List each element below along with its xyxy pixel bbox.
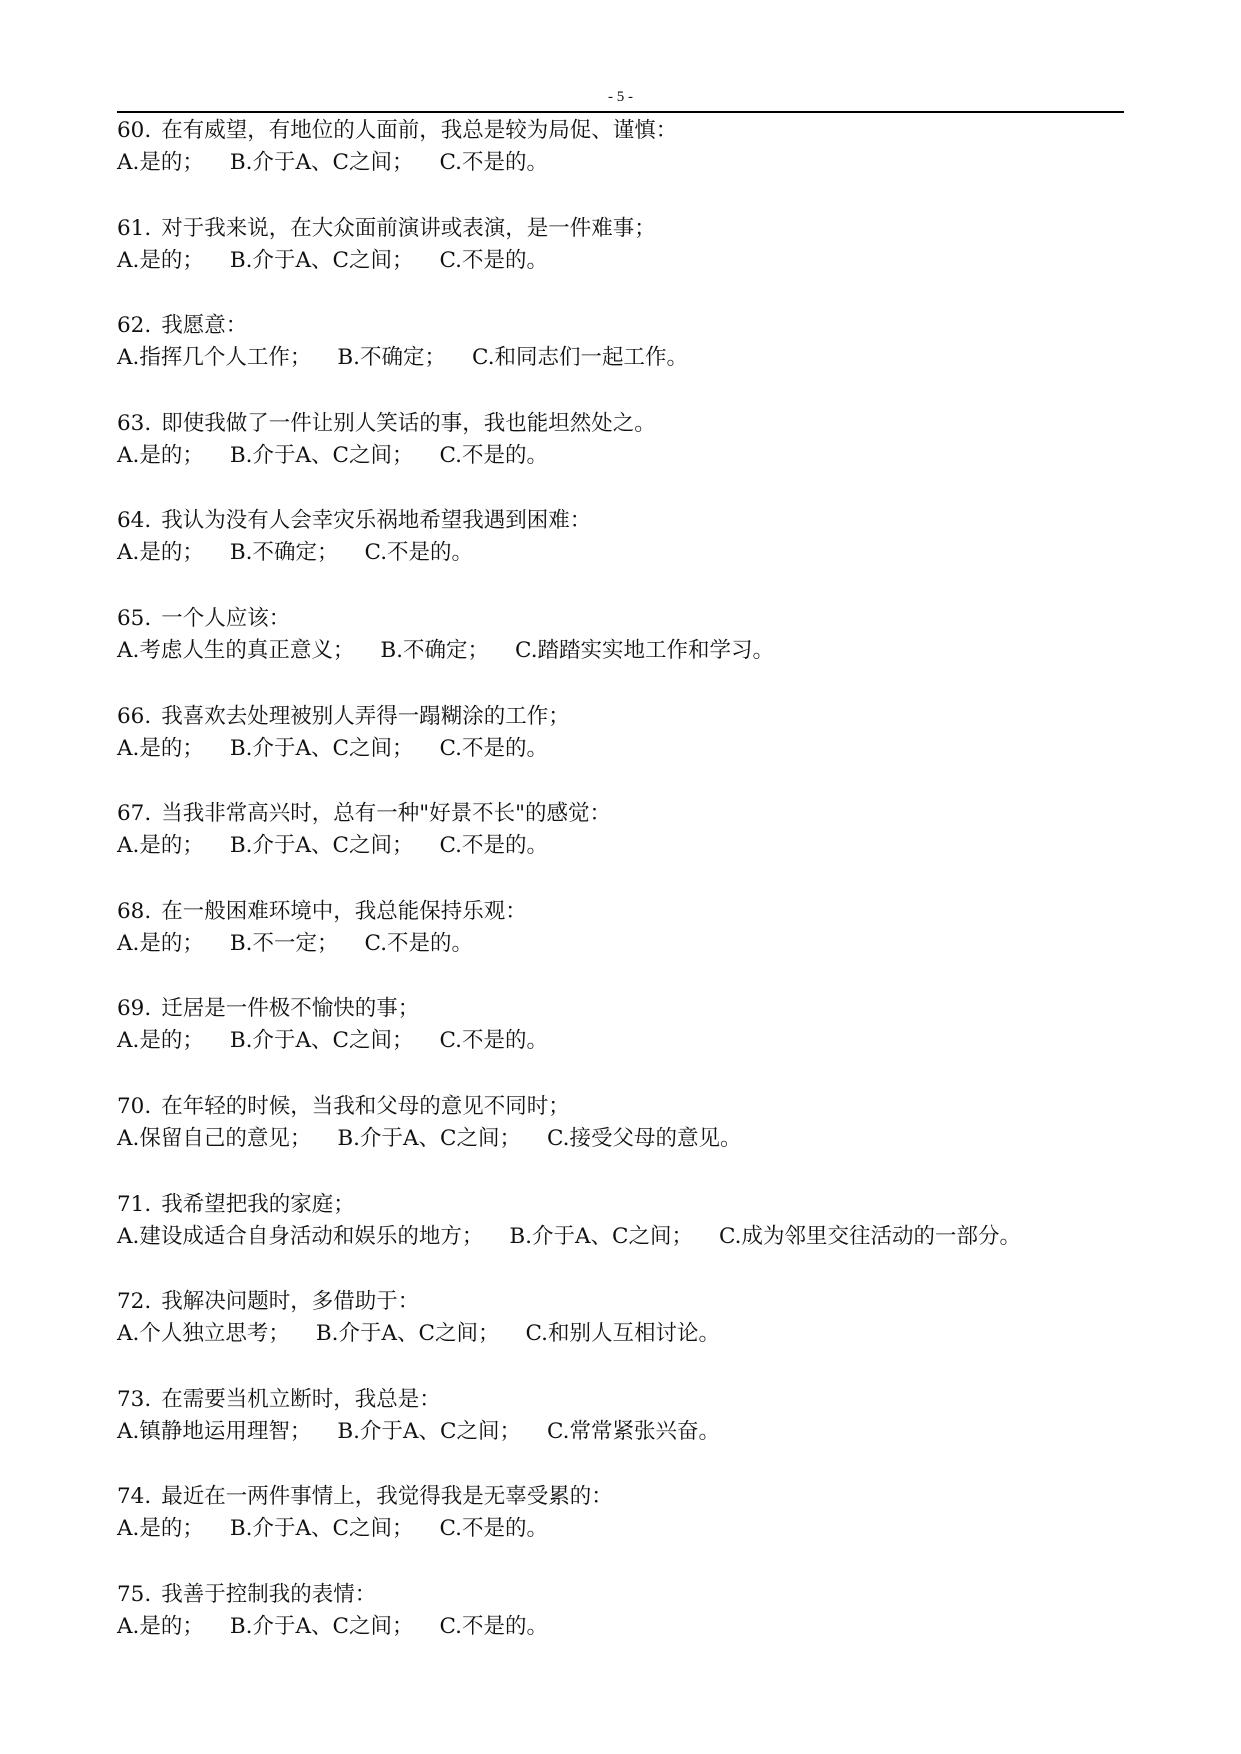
question-line bbox=[117, 603, 1137, 635]
question-number: 68. bbox=[117, 898, 152, 924]
answer-option: A.是的； bbox=[117, 735, 204, 761]
question-text: 一个人应该： bbox=[161, 605, 291, 631]
question-line bbox=[117, 1579, 1137, 1611]
answer-option: B.不确定； bbox=[380, 637, 490, 663]
answer-option: A.是的； bbox=[117, 1516, 204, 1542]
question-text: 我解决问题时，多借助于： bbox=[161, 1289, 420, 1315]
answer-option: C.踏踏实实地工作和学习。 bbox=[515, 637, 775, 663]
question-number: 65. bbox=[117, 605, 152, 631]
answer-option: B.不确定； bbox=[229, 540, 339, 566]
question-text: 我认为没有人会幸灾乐祸地希望我遇到困难： bbox=[161, 508, 592, 534]
page-number: - 5 - bbox=[608, 89, 633, 105]
answer-option: C.和同志们一起工作。 bbox=[472, 345, 689, 371]
answer-option: B.介于A、C之间； bbox=[229, 735, 414, 761]
answer-options bbox=[117, 1416, 1137, 1448]
answer-option: A.指挥几个人工作； bbox=[117, 345, 312, 371]
question-item bbox=[117, 1286, 1137, 1384]
question-text: 在年轻的时候，当我和父母的意见不同时； bbox=[161, 1093, 570, 1119]
question-text: 迁居是一件极不愉快的事； bbox=[161, 996, 420, 1022]
answer-option: C.不是的。 bbox=[439, 735, 549, 761]
answer-option: B.介于A、C之间； bbox=[229, 1028, 414, 1054]
question-item bbox=[117, 505, 1137, 603]
question-number: 63. bbox=[117, 410, 152, 436]
answer-options bbox=[117, 1123, 1137, 1155]
question-text: 在一般困难环境中，我总能保持乐观： bbox=[161, 898, 527, 924]
answer-option: A.是的； bbox=[117, 150, 204, 175]
answer-option: B.介于A、C之间； bbox=[337, 1418, 521, 1444]
question-line bbox=[117, 1189, 1137, 1221]
answer-options bbox=[117, 1513, 1137, 1545]
question-number: 61. bbox=[117, 215, 152, 241]
question-number: 66. bbox=[117, 703, 152, 729]
question-number: 72. bbox=[117, 1289, 152, 1315]
question-text: 我希望把我的家庭； bbox=[161, 1191, 355, 1217]
answer-option: B.不确定； bbox=[337, 345, 447, 371]
answer-options bbox=[117, 635, 1137, 667]
answer-option: C.不是的。 bbox=[364, 540, 474, 566]
answer-option: A.保留自己的意见； bbox=[117, 1125, 312, 1151]
question-item bbox=[117, 310, 1137, 408]
question-text: 最近在一两件事情上，我觉得我是无辜受累的： bbox=[161, 1484, 613, 1510]
answer-option: C.接受父母的意见。 bbox=[547, 1125, 742, 1151]
header-rule bbox=[117, 111, 1124, 113]
answer-option: B.介于A、C之间； bbox=[509, 1223, 693, 1249]
question-text: 在有威望，有地位的人面前，我总是较为局促、谨慎： bbox=[161, 118, 678, 143]
question-line bbox=[117, 115, 1137, 147]
question-text: 我喜欢去处理被别人弄得一蹋糊涂的工作； bbox=[161, 703, 570, 729]
answer-options bbox=[117, 147, 1137, 179]
question-number: 67. bbox=[117, 801, 152, 827]
question-line bbox=[117, 798, 1137, 830]
question-list bbox=[117, 115, 1137, 1677]
question-line bbox=[117, 896, 1137, 928]
answer-options bbox=[117, 830, 1137, 862]
answer-options bbox=[117, 245, 1137, 277]
answer-option: C.不是的。 bbox=[439, 247, 549, 273]
question-item bbox=[117, 1091, 1137, 1189]
answer-option: C.常常紧张兴奋。 bbox=[547, 1418, 721, 1444]
answer-options bbox=[117, 537, 1137, 569]
question-item bbox=[117, 896, 1137, 994]
answer-options bbox=[117, 1318, 1137, 1350]
question-line bbox=[117, 993, 1137, 1025]
question-item bbox=[117, 993, 1137, 1091]
answer-option: B.介于A、C之间； bbox=[229, 442, 414, 468]
answer-option: B.介于A、C之间； bbox=[229, 150, 414, 175]
question-line bbox=[117, 1481, 1137, 1513]
question-text: 在需要当机立断时，我总是： bbox=[161, 1386, 441, 1412]
answer-option: A.是的； bbox=[117, 930, 204, 956]
question-number: 70. bbox=[117, 1093, 152, 1119]
answer-option: C.不是的。 bbox=[439, 833, 549, 859]
question-item bbox=[117, 1481, 1137, 1579]
answer-option: C.和别人互相讨论。 bbox=[525, 1321, 721, 1347]
question-line bbox=[117, 701, 1137, 733]
question-item bbox=[117, 1579, 1137, 1677]
question-number: 62. bbox=[117, 313, 152, 339]
question-line bbox=[117, 1384, 1137, 1416]
answer-option: B.介于A、C之间； bbox=[229, 833, 414, 859]
question-line bbox=[117, 408, 1137, 440]
question-item bbox=[117, 1384, 1137, 1482]
question-text: 我善于控制我的表情： bbox=[161, 1581, 377, 1607]
answer-option: A.考虑人生的真正意义； bbox=[117, 637, 355, 663]
question-text: 我愿意： bbox=[161, 313, 248, 339]
answer-option: C.成为邻里交往活动的一部分。 bbox=[719, 1223, 1022, 1249]
answer-options bbox=[117, 342, 1137, 374]
answer-option: A.是的； bbox=[117, 833, 204, 859]
answer-options bbox=[117, 1025, 1137, 1057]
answer-option: C.不是的。 bbox=[439, 1613, 549, 1639]
answer-option: B.介于A、C之间； bbox=[229, 1516, 414, 1542]
question-item bbox=[117, 408, 1137, 506]
answer-option: A.个人独立思考； bbox=[117, 1321, 290, 1347]
answer-option: A.镇静地运用理智； bbox=[117, 1418, 312, 1444]
question-number: 64. bbox=[117, 508, 152, 534]
question-line bbox=[117, 505, 1137, 537]
question-text: 当我非常高兴时，总有一种"好景不长"的感觉： bbox=[161, 801, 611, 827]
answer-options bbox=[117, 733, 1137, 765]
answer-option: C.不是的。 bbox=[439, 150, 549, 175]
question-item bbox=[117, 603, 1137, 701]
answer-option: B.介于A、C之间； bbox=[229, 247, 414, 273]
question-item bbox=[117, 701, 1137, 799]
answer-option: A.建设成适合自身活动和娱乐的地方； bbox=[117, 1223, 484, 1249]
question-number: 73. bbox=[117, 1386, 152, 1412]
answer-options bbox=[117, 1611, 1137, 1643]
answer-option: A.是的； bbox=[117, 1028, 204, 1054]
question-text: 对于我来说，在大众面前演讲或表演，是一件难事； bbox=[161, 215, 656, 241]
answer-options bbox=[117, 928, 1137, 960]
answer-option: C.不是的。 bbox=[364, 930, 474, 956]
question-number: 75. bbox=[117, 1581, 152, 1607]
question-number: 74. bbox=[117, 1484, 152, 1510]
question-item bbox=[117, 798, 1137, 896]
answer-option: B.介于A、C之间； bbox=[337, 1125, 521, 1151]
question-line bbox=[117, 1091, 1137, 1123]
question-line bbox=[117, 310, 1137, 342]
question-number: 69. bbox=[117, 996, 152, 1022]
question-text: 即使我做了一件让别人笑话的事，我也能坦然处之。 bbox=[161, 410, 656, 436]
answer-options bbox=[117, 440, 1137, 472]
question-item bbox=[117, 115, 1137, 213]
question-line bbox=[117, 1286, 1137, 1318]
answer-option: B.介于A、C之间； bbox=[229, 1613, 414, 1639]
answer-option: A.是的； bbox=[117, 247, 204, 273]
question-number: 71. bbox=[117, 1191, 152, 1217]
answer-option: C.不是的。 bbox=[439, 1516, 549, 1542]
answer-option: C.不是的。 bbox=[439, 442, 549, 468]
answer-option: A.是的； bbox=[117, 1613, 204, 1639]
answer-option: B.不一定； bbox=[229, 930, 339, 956]
question-item bbox=[117, 1189, 1137, 1287]
question-number: 60. bbox=[117, 118, 152, 143]
answer-option: C.不是的。 bbox=[439, 1028, 549, 1054]
answer-option: A.是的； bbox=[117, 540, 204, 566]
answer-options bbox=[117, 1221, 1137, 1253]
answer-option: B.介于A、C之间； bbox=[315, 1321, 500, 1347]
question-line bbox=[117, 213, 1137, 245]
answer-option: A.是的； bbox=[117, 442, 204, 468]
question-item bbox=[117, 213, 1137, 311]
